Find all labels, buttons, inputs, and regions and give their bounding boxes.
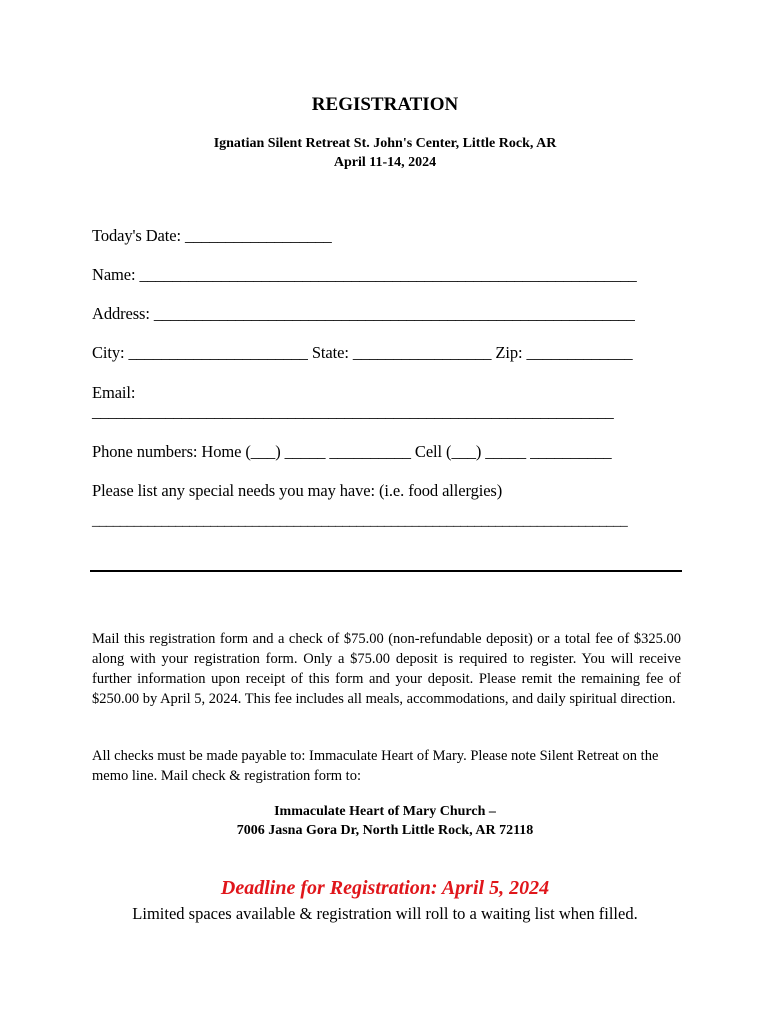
page-title: REGISTRATION — [311, 94, 459, 115]
address-field[interactable]: Address: ___________________________________________________________ — [92, 304, 635, 323]
retreat-subtitle: Ignatian Silent Retreat St. John's Center, Little Rock, AR — [213, 136, 557, 151]
check-instructions: All checks must be made payable to: Immaculate Heart of Mary. Please note Silent Retreat on the memo line. Mail check & registration form to: — [92, 748, 659, 784]
registration-deadline: Deadline for Registration: April 5, 2024 — [220, 877, 550, 899]
church-name: Immaculate Heart of Mary Church – — [274, 804, 496, 819]
city-state-zip-field[interactable]: City: ______________________ State: _________________ Zip: _____________ — [92, 343, 633, 362]
section-divider — [90, 570, 682, 572]
limited-spaces-note: Limited spaces available & registration will roll to a waiting list when filled. — [132, 904, 638, 923]
payment-instructions: Mail this registration form and a check of $75.00 (non-refundable deposit) or a total fee of $325.00 along with your registration form. Only a $75.00 deposit is required to register. You will receive further information upon receipt of this form and your deposit. Please remit the remaining fee of $250.00 by April 5, 2024. This fee includes all meals, accommodations, and daily spiritual direction. — [92, 631, 681, 707]
email-label: Email: — [92, 383, 136, 402]
email-field[interactable]: ________________________________________________________________ — [92, 402, 614, 421]
church-address: 7006 Jasna Gora Dr, North Little Rock, AR 72118 — [236, 823, 534, 838]
special-needs-label: Please list any special needs you may have: (i.e. food allergies) — [92, 481, 503, 500]
name-field[interactable]: Name: _____________________________________________________________ — [92, 265, 637, 284]
special-needs-field[interactable]: _____________________________________________________________________________ — [92, 513, 628, 529]
todays-date-field[interactable]: Today's Date: __________________ — [92, 226, 332, 245]
phone-numbers-field[interactable]: Phone numbers: Home (___) _____ __________ Cell (___) _____ __________ — [92, 442, 612, 461]
retreat-dates: April 11-14, 2024 — [333, 155, 437, 170]
